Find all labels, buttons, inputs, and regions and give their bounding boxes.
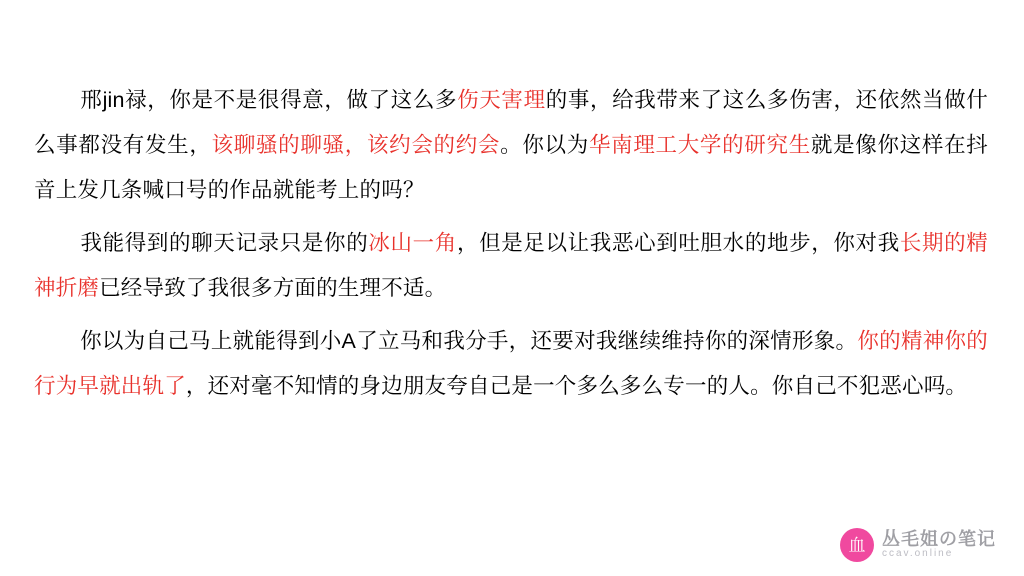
document-body: [34, 78, 988, 409]
highlighted-text: 你的精神你的行为早就出轨了: [34, 329, 989, 398]
highlighted-text: 该聊骚的聊骚，该约会的约会: [211, 133, 501, 157]
watermark-sub-text: ccav.online: [882, 548, 954, 560]
highlighted-text: 长期的精神折磨: [34, 231, 988, 300]
paragraph: [34, 78, 988, 213]
watermark-logo-icon: 血: [840, 528, 874, 562]
body-text: 。你以为: [500, 133, 589, 157]
body-text: 已经导致了我很多方面的生理不适。: [99, 276, 447, 300]
highlighted-text: 伤天害理: [457, 88, 546, 112]
highlighted-text: 冰山一角: [368, 231, 457, 255]
body-text: 邢jin禄，你是不是很得意，做了这么多: [80, 88, 458, 112]
body-text: ，但是足以让我恶心到吐胆水的地步，你对我: [456, 231, 900, 255]
watermark-main-text: 丛毛姐の笔记: [882, 529, 996, 550]
watermark: [840, 528, 996, 562]
highlighted-text: 华南理工大学的研究生: [588, 133, 811, 157]
watermark-text-block: [882, 530, 996, 559]
paragraph: [34, 319, 988, 409]
body-text: ，还对毫不知情的身边朋友夸自己是一个多么多么专一的人。你自己不犯恶心吗。: [185, 374, 968, 398]
body-text: 我能得到的聊天记录只是你的: [80, 231, 369, 255]
body-text: 你以为自己马上就能得到小A了立马和我分手，还要对我继续维持你的深情形象。: [80, 329, 858, 353]
paragraph: [34, 221, 988, 311]
body-text: 就是像你这样在抖音上发几条喊口号的作品就能考上的吗？: [34, 133, 988, 202]
body-text: 的事，给我带来了这么多伤害，还依然当做什么事都没有发生，: [34, 88, 988, 157]
